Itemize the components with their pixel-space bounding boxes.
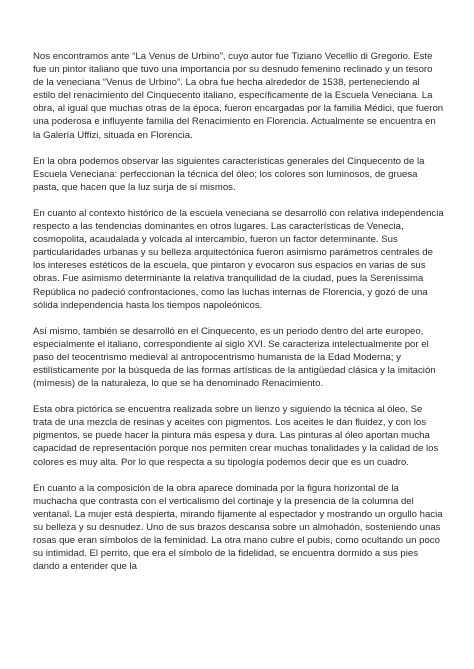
paragraph-composition: En cuanto a la composición de la obra aparece dominada por la figura horizontal de la muchacha que contrasta con el verticalismo del cortinaje y la presencia de la columna del ventanal. La mujer está despierta, mirando fijamente al espectador y mostrando un orgullo hacia su belleza y su desnudez. Uno de sus brazos descansa sobre un almohadón, sosteniendo unas rosas que eran símbolos de la feminidad. La otra mano cubre el pubis, como ocultando un poco su intimidad. El perrito, que era el símbolo de la fidelidad, se encuentra dormido a sus pies dando a entender que la [33, 482, 443, 573]
document-body [33, 50, 444, 573]
paragraph-characteristics: En la obra podemos observar las siguientes características generales del Cinquecento de la Escuela Veneciana: perfeccionan la técnica del óleo; los colores son luminosos, de gruesa pasta, que hacen que la luz surja de sí mismos. [33, 155, 425, 193]
paragraph-historical-context: En cuanto al contexto histórico de la escuela veneciana se desarrolló con relativa independencia respecto a las tendencias dominantes en otros lugares. Las características de Venecia, cosmopolita, acaudalada y volcada al intercambio, fueron un factor determinante. Sus particularidades urbanas y su belleza arquitectónica fueron asimismo parámetros centrales de los intereses estéticos de la escuela, que pintaron y evocaron sus espacios en varias de sus obras. Fue asimismo determinante la relativa tranquilidad de la ciudad, pues la Sereníssima República no padeció confrontaciones, como las luchas internas de Florencia, y gozó de una sólida independencia hasta los tiempos napoleónicos. [33, 207, 444, 311]
paragraph-intro: Nos encontramos ante “La Venus de Urbino”, cuyo autor fue Tiziano Vecellio di Gregorio. Este fue un pintor italiano que tuvo una importancia por su desnudo femenino reclinado y un tesoro de la veneciana “Venus de Urbino”. La obra fue hecha alrededor de 1538, perteneciendo al estilo del renacimiento del Cinquecento italiano, específicamente de la Escuela Veneciana. La obra, al igual que muchas otras de la época, fueron encargadas por la familia Médici, que fueron una poderosa e influyente familia del Renacimiento en Florencia. Actualmente se encuentra en la Galería Uffizi, situada en Florencia. [33, 51, 444, 141]
paragraph-cinquecento: Así mismo, también se desarrolló en el Cinquecento, es un periodo dentro del arte europeo, especialmente el italiano, correspondiente al siglo XVI. Se caracteriza intelectualmente por el paso del teocentrismo medieval al antropocentrismo humanista de la Edad Moderna; y estilísticamente por la búsqueda de las formas artísticas de la antigüedad clásica y la imitación (mímesis) de la naturaleza, lo que se ha denominado Renacimiento. [33, 325, 436, 390]
paragraph-technique: Esta obra pictórica se encuentra realizada sobre un lienzo y siguiendo la técnica al óleo. Se trata de una mezcla de resinas y aceites con pigmentos. Los aceites le dan fluidez, y con los pigmentos, se puede hacer la pintura más espesa y dura. Las pinturas al óleo aportan mucha capacidad de representación porque nos permiten crear muchas tonalidades y la calidad de los colores es muy alta. Por lo que respecta a su tipología podemos decir que es un cuadro. [33, 404, 439, 468]
